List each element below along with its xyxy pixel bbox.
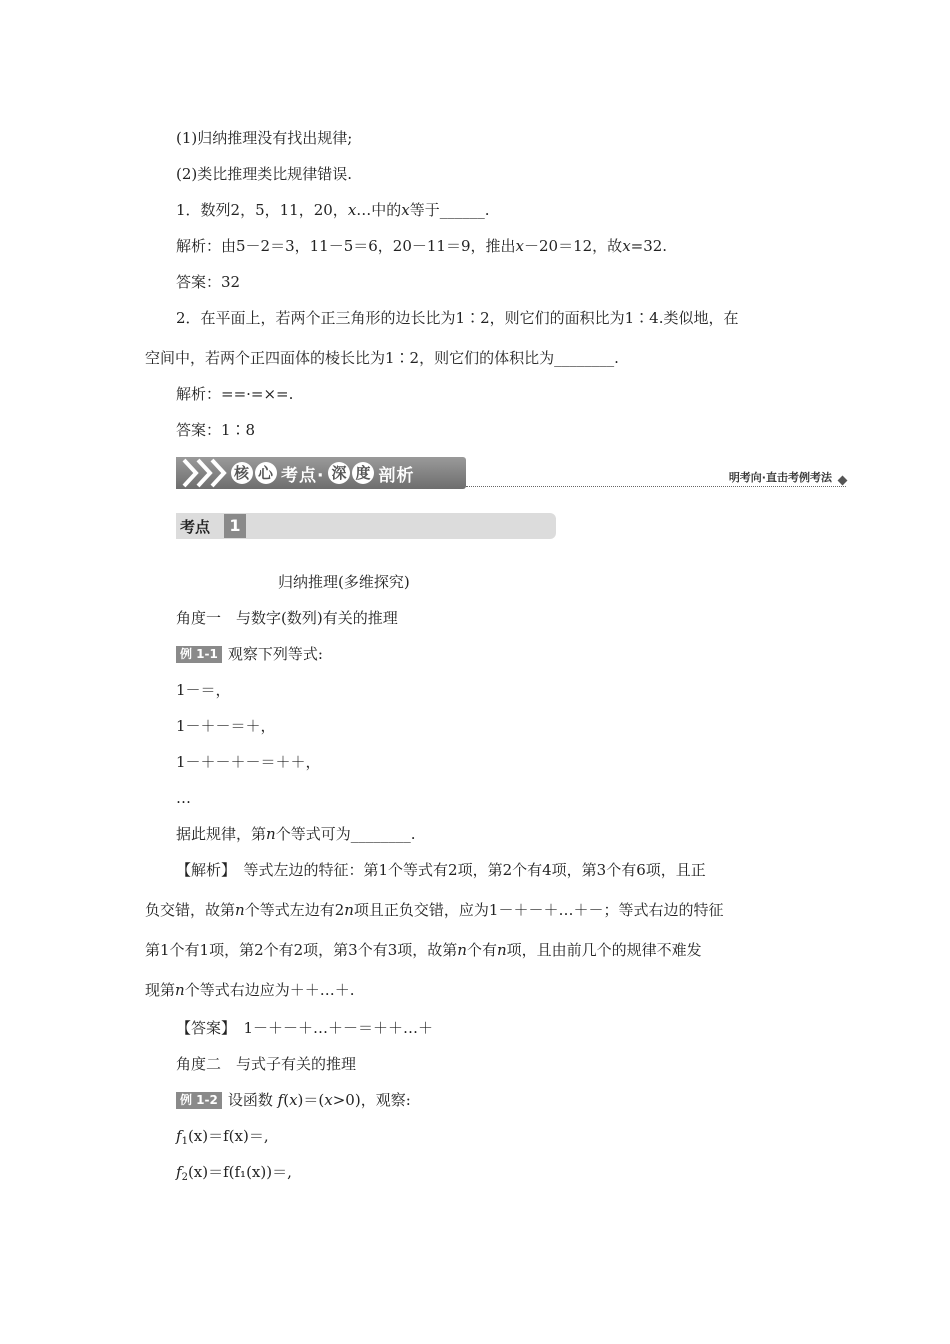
analysis-line: 负交错，故第n个等式左边有2n项且正负交错，应为1－＋－＋…＋－；等式右边的特征: [145, 901, 724, 919]
analysis-line: 现第n个等式右边应为＋＋…＋.: [145, 981, 355, 999]
question-2-cont: 空间中，若两个正四面体的棱长比为1∶2，则它们的体积比为________.: [145, 349, 619, 367]
example-badge: 例 1-1: [176, 646, 222, 663]
solution-1: 解析：由5－2＝3，11－5＝6，20－11＝9，推出x－20＝12，故x=32.: [176, 237, 668, 255]
banner-subtitle: 明考向·直击考例考法: [728, 471, 832, 484]
chevron-right-icon: [178, 457, 228, 489]
example-badge: 例 1-2: [176, 1092, 222, 1109]
ellipsis-line: …: [176, 789, 191, 807]
banner-divider: [466, 486, 846, 487]
kaodian-number: 1: [224, 514, 246, 538]
question-1: 1．数列2，5，11，20，x…中的x等于______.: [176, 201, 490, 219]
example-1-1: 例 1-1 观察下列等式:: [176, 644, 323, 664]
text-line: (1)归纳推理没有找出规律;: [176, 129, 353, 147]
kaodian-header: [176, 513, 556, 539]
banner-title: 核 心 考点· 深 度 剖析: [230, 461, 414, 485]
equation-line: 1－＋－＋－＝＋＋，: [176, 753, 321, 771]
example-1-2: 例 1-2 设函数 f(x)＝(x>0)，观察:: [176, 1090, 411, 1110]
analysis-line: 【解析】 等式左边的特征：第1个等式有2项，第2个有4项，第3个有6项，且正: [176, 861, 706, 879]
kaodian-label: 考点: [180, 518, 211, 536]
analysis-line: 第1个有1项，第2个有2项，第3个有3项，故第n个有n项，且由前几个的规律不难发: [145, 941, 702, 959]
function-line: $f_2(x)=f(f_1(x))=$,: [176, 1163, 292, 1183]
equation-line: 1－＝，: [176, 681, 231, 699]
angle-2-heading: 角度二 与式子有关的推理: [176, 1055, 357, 1073]
question-2: 2．在平面上，若两个正三角形的边长比为1∶2，则它们的面积比为1∶4.类似地，在: [176, 309, 739, 327]
answer-line: 【答案】 1－＋－＋…＋－＝＋＋…＋: [176, 1019, 434, 1037]
solution-2: 解析：==·=×=.: [176, 385, 294, 403]
section-banner: [176, 457, 848, 491]
answer-1: 答案：32: [176, 273, 241, 291]
example-1-1-question: 据此规律，第n个等式可为________.: [176, 825, 416, 843]
answer-2: 答案：1∶8: [176, 421, 256, 439]
equation-line: 1－＋－＝＋，: [176, 717, 276, 735]
topic-title: 归纳推理(多维探究): [278, 573, 410, 591]
angle-1-heading: 角度一 与数字(数列)有关的推理: [176, 609, 398, 627]
function-line: $f_1(x)=f(x)=$,: [176, 1127, 269, 1147]
text-line: (2)类比推理类比规律错误.: [176, 165, 353, 183]
diamond-icon: [838, 476, 848, 486]
